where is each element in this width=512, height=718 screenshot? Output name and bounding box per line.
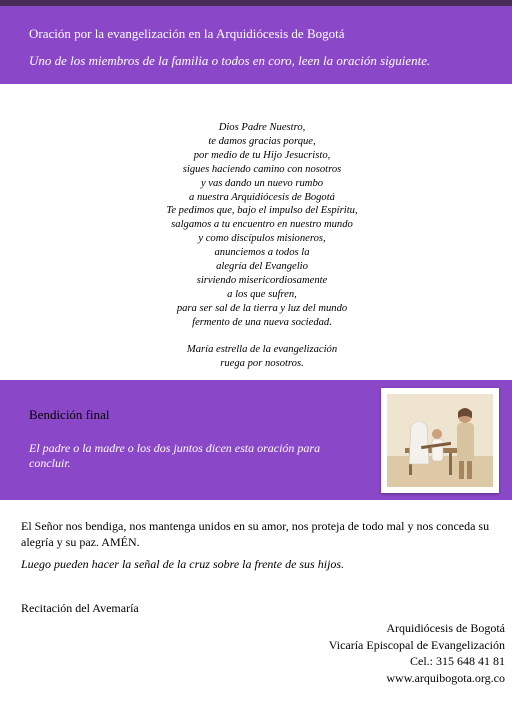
prayer-line: te damos gracias porque, (208, 135, 316, 147)
prayer-closing-line: ruega por nosotros. (220, 357, 304, 369)
prayer-line: salgamos a tu encuentro en nuestro mundo (171, 219, 353, 231)
prayer-line: por medio de tu Hijo Jesucristo, (193, 149, 331, 161)
prayer-line: Dios Padre Nuestro, (218, 122, 306, 133)
prayer-line: y vas dando un nuevo rumbo (200, 177, 324, 189)
recitation-heading: Recitación del Avemaría (21, 601, 139, 615)
prayer-line: y como discípulos misioneros, (198, 233, 326, 245)
prayer-line: a los que sufren, (227, 288, 297, 300)
footer-vicariate: Vicaría Episcopal de Evangelización (328, 637, 505, 652)
prayer-line: Te pedimos que, bajo el impulso del Espíritu, (166, 205, 358, 217)
footer-website-link[interactable]: www.arquibogota.org.co (386, 670, 505, 685)
cross-sign-note: Luego pueden hacer la señal de la cruz sobre la frente de sus hijos. (21, 557, 345, 571)
prayer-line: anunciemos a todos la (214, 247, 310, 259)
prayer-text (130, 121, 394, 370)
prayer-line: sigues haciendo camino con nosotros (182, 163, 342, 175)
footer-phone: Cel.: 315 648 41 81 (410, 654, 505, 669)
final-blessing-title: Bendición final (29, 407, 110, 422)
header-band (0, 6, 512, 84)
page-title: Oración por la evangelización en la Arquidiócesis de Bogotá (29, 26, 345, 41)
blessing-text: El Señor nos bendiga, nos mantenga unidos en su amor, nos proteja de todo mal y nos conceda su alegría y su paz. AMÉN. (21, 519, 490, 549)
holy-family-illustration (381, 388, 499, 493)
prayer-closing-line: María estrella de la evangelización (186, 343, 338, 355)
header-instruction: Uno de los miembros de la familia o todos en coro, leen la oración siguiente. (29, 53, 431, 68)
footer-org: Arquidiócesis de Bogotá (386, 621, 505, 635)
prayer-line: a nuestra Arquidiócesis de Bogotá (189, 191, 335, 203)
final-blessing-instruction: El padre o la madre o los dos juntos dicen esta oración para concluir. (29, 441, 321, 470)
footer-contact (245, 620, 505, 686)
prayer-line: para ser sal de la tierra y luz del mundo (176, 302, 348, 314)
prayer-line: alegría del Evangelio (216, 261, 308, 273)
prayer-line: fermento de una nueva sociedad. (192, 316, 332, 328)
prayer-line: sirviendo misericordiosamente (196, 274, 328, 286)
final-blessing-band (0, 380, 512, 500)
